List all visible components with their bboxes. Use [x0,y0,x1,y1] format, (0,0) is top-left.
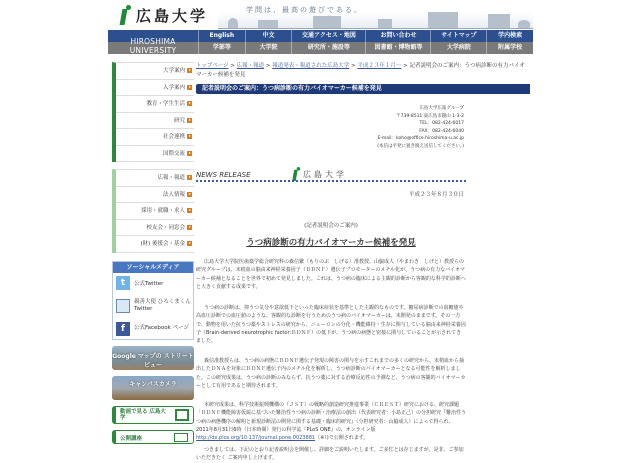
video-banner[interactable]: 動画で見る 広島大学 [112,406,194,424]
sidebar-item-education[interactable]: 教育・学生生活 [116,96,194,113]
paragraph-1: 広島大学大学院医歯薬学総合研究科の森信繁（もりのぶ しげる）准教授、山脇成人（やまわき しげと）教授らの研究グループは、末梢血の脳由来神経栄養因子（ＢＤＮＦ）遺伝子プロモーターのメチル化が、うつ病の有力なバイオマーカー候補となることを世界で初めて発見しました。これは、うつ病の臨床による主観的診断から客観的な科学的診断へと大きく貢献する成果です。 [196,259,466,290]
arrow-icon [187,175,192,180]
nav-graduate[interactable]: 大学院 [245,42,292,54]
document-logo: 広島大学 [291,164,347,184]
main-content [196,62,530,462]
paragraph-3: 森信准教授らは、うつ病の病態にＢＤＮＦ遺伝子発現の障害の関与を示すこれまでの多くの研究から、末梢血から抽出したＤＮＡを対象にＢＤＮＦ遺伝子内のメチル化を解析し、うつ病診断のバイオマーカーとなる可能性を解析しました。この研究成果は、うつ病の診断のみならず、抗うつ薬に対する治療反応性の予測など、うつ病の客観的バイオマーカーとして有用であると期待されます。 [196,358,466,389]
social-facebook-link[interactable]: f 公式Facebook ページ [113,319,193,339]
news-release-label: NEWS RELEASE [196,171,251,179]
paragraph-5: つきましては、下記のとおり記者説明会を開催し、詳細をご説明いたします。ご多忙とは存じますが、是非、ご参加いただきたく ご案内申し上げます。 [196,447,464,462]
lecture-board-icon [174,433,188,442]
nav-bottom-row [198,42,533,54]
nav-top-row [198,30,533,42]
arrow-icon [187,151,192,156]
sidebar-item-about[interactable]: 大学案内 [116,63,194,80]
nav-chinese[interactable]: 中文 [245,30,292,42]
nav-sitemap[interactable]: サイトマップ [430,30,486,42]
university-name-band[interactable] [108,30,198,54]
release-date: 平成２３年８月３０日 [408,192,464,198]
arrow-icon [187,208,192,213]
sidebar-item-admissions[interactable]: 入学案内 [116,80,194,97]
social-hirokuma-link[interactable]: 親善大使 ひろくまくん Twitter [113,293,193,319]
nav-institutes[interactable]: 研究所・施設等 [291,42,365,54]
press-release-document [196,94,530,462]
page-title: 記者説明会のご案内：うつ病診断の有力バイオマーカー候補を発見 [196,84,530,94]
sidebar-item-careers[interactable]: 採用・就職・求人 [116,203,194,220]
breadcrumb-h23[interactable]: 平成２３年１月～ [357,63,402,69]
breadcrumb-press[interactable]: 報道発表・報道された広島大学 [272,63,350,69]
arrow-icon [187,134,192,139]
paragraph-2: うつ病の診断は、抑うつ気分や意欲低下といった臨床症状を基準とした主観的なものです。糖尿病診断での血糖値や高血圧診断での血圧値のような、客観的な診断を行うためのうつ病のバイオマーカーは、未開発のままです。その一方で、動物を用いた抗うつ薬やストレスの研究から、ニューロンの分化・機能維持・生存に関与している脳由来神経栄養因子（Brain-derived neurotrophic factor:ＢＤＮＦ）の低下が、うつ病の病態と密接に関与していることが示されてきました。 [196,305,466,345]
sidebar-item-alumni[interactable]: 校友会・同窓会 [116,220,194,237]
campus-camera-banner[interactable]: キャンパスカメラ [112,376,194,400]
sidebar-item-foundation[interactable]: (財) 後援会・基金 [116,236,194,253]
sidebar-menu-primary [112,62,194,162]
google-streetview-banner[interactable]: Google マップの ストリートビュー [112,346,194,370]
breadcrumb-current: 記者説明会のご案内：うつ病診断の有力バイオマーカー候補を発見 [196,63,525,78]
social-media-box [112,261,194,340]
nav-contact[interactable]: お問い合わせ [365,30,430,42]
film-icon [175,409,189,421]
hiroshima-kun-icon [116,299,130,313]
dotted-divider [196,180,466,182]
arrow-icon [187,85,192,90]
arrow-icon [187,118,192,123]
breadcrumb-pr[interactable]: 広報・報道 [236,63,265,69]
nav-affiliated-schools[interactable]: 附属学校 [486,42,533,54]
nav-access-map[interactable]: 交通アクセス・地図 [291,30,365,42]
breadcrumb-top[interactable]: トップページ [196,63,229,69]
sidebar-item-pr[interactable]: 広報・報道 [116,170,194,187]
arrow-icon [187,192,192,197]
sidebar-item-research[interactable]: 研究 [116,113,194,130]
twitter-icon: t [116,276,130,290]
social-media-heading: ソーシャルメディア [113,262,193,273]
public-lecture-banner[interactable]: 公開講座 [112,430,194,444]
arrow-icon [187,241,192,246]
plos-one-link[interactable]: http://dx.plos.org/10.137/journal.pone.0023881 [196,435,316,442]
paragraph-4: 本研究成果は、科学技術振興機構の（ＪＳＴ）の戦略的創造研究推進事業（ＣＲＥＳＴ）研究における、研究課題「ＢＤＮＦ機能障害仮説に基づいた難治性うつ病の診断・治療法の創出（代表研究者：小島正己）の分担研究『難治性うつ病の病態機序の解明と新規診断法の開発に関する基礎・臨床的研究』（分担研究者：山脇成人）によって得られ、2011年8月31日6時（日本時間）発行の科学誌『PLoS ONE』の、オンライン版http://dx.plos.org/10.137/journal.pone.0023881（※）)で公開されます。 [196,402,467,442]
facebook-icon: f [116,322,130,336]
tagline: 学問は、最高の遊びである。 [246,6,363,14]
sidebar-item-corporate-info[interactable]: 法人情報 [116,187,194,204]
sidebar-menu-secondary [112,169,194,253]
sidebar-item-international[interactable]: 国際交流 [116,146,194,163]
arrow-icon [187,68,192,73]
university-name: HIROSHIMA UNIVERSITY [129,37,177,55]
site-header [108,0,533,56]
global-nav [108,30,533,54]
logo-mark-icon [293,167,300,181]
nav-search[interactable]: 学内検索 [486,30,533,42]
nav-english[interactable]: English [198,30,245,42]
arrow-icon [187,101,192,106]
contact-info: 広島大学広報グループ 〒739-8511 東広島市鏡山 1-3-2 TEL：082-424-6017 FAX：082-424-6040 E-mail：koho@office.hiroshima-u.ac.jp (本信は平発に置き換え送信してください。) [377,106,464,149]
breadcrumb: トップページ > 広報・報道 > 報道発表・報道された広島大学 > 平成２３年１月～ > 記者説明会のご案内：うつ病診断の有力バイオマーカー候補を発見 [196,63,525,78]
document-headline: うつ病診断の有力バイオマーカー候補を発見 [246,238,416,248]
arrow-icon [187,225,192,230]
document-subtitle: (記者説明会のご案内) [304,223,358,229]
sidebar-item-community[interactable]: 社会連携 [116,129,194,146]
sidebar [112,62,194,444]
nav-faculties[interactable]: 学部等 [198,42,245,54]
nav-library-museum[interactable]: 図書館・博物館等 [365,42,430,54]
nav-hospital[interactable]: 大学病院 [430,42,486,54]
social-twitter-link[interactable]: t 公式Twitter [113,273,193,293]
logo-mark-icon [120,5,130,25]
logo-text: 広島大学 [136,6,209,25]
